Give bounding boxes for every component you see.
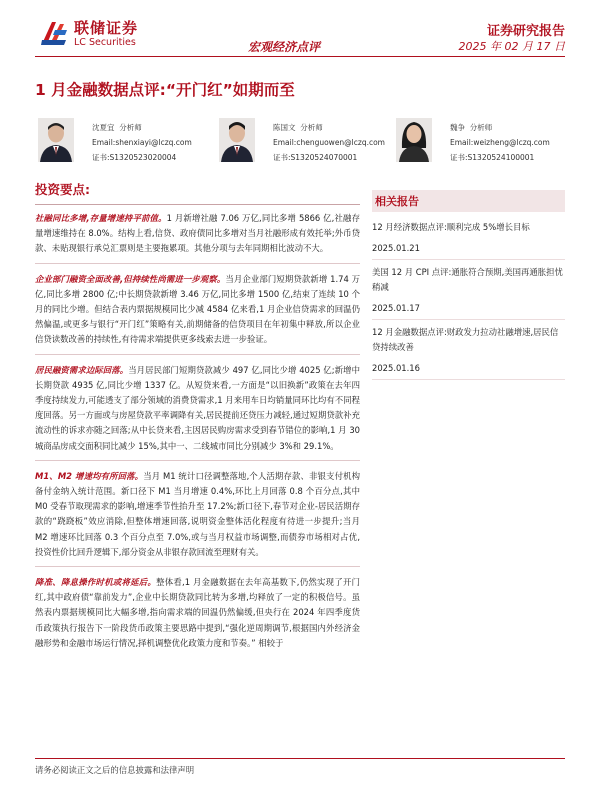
analyst-role: 分析师 xyxy=(119,123,142,132)
analyst-cert: 证书:S1320524100001 xyxy=(450,153,535,162)
paragraph-body: 整体看,1 月金融数据在去年高基数下,仍然实现了开门红,其中政府债“靠前发力”,企业中长期贷款同比转为多增,均释放了一定的积极信号。虽然表内票据规模同比大幅多增,指向需求端的回温仍然偏缓,但央行在 2024 年四季度货币政策执行报告下一阶段货币政策主要思路中提到,“强化逆周期调节,根据国内外经济金融形势和金融市场运行情况,择机调整优化政策力度和节奏。” 相较于 xyxy=(35,577,360,648)
analyst-photo-icon xyxy=(38,118,74,162)
disclaimer-note: 请务必阅读正文之后的信息披露和法律声明 xyxy=(35,765,195,775)
analyst-cert: 证书:S1320523020004 xyxy=(92,153,177,162)
analyst-name: 沈夏宜 xyxy=(92,123,115,132)
lc-logo-icon xyxy=(38,18,70,50)
analyst-cert: 证书:S1320524070001 xyxy=(273,153,358,162)
logo-en-text: LC Securities xyxy=(74,37,136,48)
investment-highlights xyxy=(35,180,360,659)
related-report-link[interactable]: 12 月经济数据点评:顺利完成 5%增长目标 xyxy=(372,222,530,232)
paragraph-lead: 降准、降息操作时机或将延后。 xyxy=(35,577,157,588)
page-title: 1 月金融数据点评:“开门红”如期而至 xyxy=(35,81,295,99)
paragraph-lead: 企业部门融资全面改善,但持续性尚需进一步观察。 xyxy=(35,273,226,284)
highlight-paragraph xyxy=(35,363,360,461)
footer-divider xyxy=(35,758,565,759)
paragraph-body: 1 月新增社融 7.06 万亿,同比多增 5866 亿,社融存量增速维持在 8.0%。结构上看,信贷、政府债同比多增对当月社融形成有效托举;外币贷款、未贴现银行承兑汇票则是主要拖累项。其他分项与去年同期相比波动不大。 xyxy=(35,213,360,254)
section-heading: 投资要点: xyxy=(35,180,360,205)
related-reports xyxy=(372,190,565,383)
analyst-email[interactable]: Email:shenxiayi@lczq.com xyxy=(92,138,192,147)
analyst-role: 分析师 xyxy=(469,123,493,132)
related-reports-heading: 相关报告 xyxy=(372,190,565,212)
analyst-role: 分析师 xyxy=(300,123,323,132)
analyst-email[interactable]: Email:weizheng@lczq.com xyxy=(450,138,550,147)
company-logo xyxy=(38,18,138,50)
highlight-paragraph xyxy=(35,272,360,355)
paragraph-lead: 居民融资需求边际回落。 xyxy=(35,364,129,375)
highlight-paragraph xyxy=(35,575,360,651)
paragraph-body: 当月 M1 统计口径调整落地,个人活期存款、非银支付机构备付金纳入统计范围。新口径下 M1 当月增速 0.4%,环比上月回落 0.8 个百分点,其中 M0 受春节取现需求的影响,增速季节性抬升至 17.2%;新口径下,春节对企业-居民活期存款的“跷跷板”效应消除,但整体增速回落,说明资金整体活化程度有待进一步提升;当月 M2 增速环比回落 0.3 个百分点至 7.0%,或与当月权益市场调整,而债券市场相对占优,投资性价比回升逻辑下,部分资金从非银存款回流至理财有关。 xyxy=(35,470,360,557)
related-report-link[interactable]: 12 月金融数据点评:财政发力拉动社融增速,居民信贷持续改善 xyxy=(372,327,559,352)
paragraph-lead: 社融同比多增,存量增速持平前值。 xyxy=(35,213,167,223)
analyst-name: 陈国文 xyxy=(273,123,296,132)
paragraph-body: 当月居民部门短期贷款减少 497 亿,同比少增 4025 亿;新增中长期贷款 4935 亿,同比少增 1337 亿。从短贷来看,一方面是“以旧换新”政策在去年四季度持续发力,可能透支了部分领域的消费贷需求,1 月来用车日均销量同环比均有不同程度回落。另一方面或与房屋贷款平率调降有关,居民提前还贷压力减轻,通过短期贷款补充流动性的诉求亦随之回落;从中长贷来看,主因居民购房需求受到春节错位的影响,1 月 30 城商品房成交面积同比减少 15%,其中一、二线城市同比分别减少 3%和 29.1%。 xyxy=(35,364,360,451)
related-report-link[interactable]: 美国 12 月 CPI 点评:通胀符合预期,美国再通胀担忧稍减 xyxy=(372,267,563,292)
analyst-photo-icon xyxy=(219,118,255,162)
highlight-paragraph xyxy=(35,211,360,264)
highlight-paragraph xyxy=(35,469,360,567)
related-report-date: 2025.01.21 xyxy=(372,237,565,260)
report-header xyxy=(0,0,600,62)
header-divider xyxy=(35,56,565,57)
analyst-photo-icon xyxy=(396,118,432,162)
analyst-name: 魏争 xyxy=(450,123,465,132)
report-date: 2025 年 02 月 17 日 xyxy=(458,40,565,53)
paragraph-body: 当月企业部门短期贷款新增 1.74 万亿,同比多增 2800 亿;中长期贷款新增 3.46 万亿,同比多增 1500 亿,结束了连续 10 个月的同比少增。但结合表内票据规模同比少减 4584 亿来看,1 月企业信贷需求的回温仍然偏温,或更多与银行“开门红”策略有关,前期储备的信贷项目在年初集中释放,所以企业信贷读数改善的持续性,有待需求端提供更多线索去进一步验证。 xyxy=(35,273,360,345)
analyst-email[interactable]: Email:chenguowen@lczq.com xyxy=(273,138,385,147)
related-report-date: 2025.01.16 xyxy=(372,357,565,380)
report-type: 证券研究报告 xyxy=(486,24,565,39)
logo-cn-text: 联储证券 xyxy=(74,19,139,37)
report-series: 宏观经济点评 xyxy=(248,40,321,54)
paragraph-lead: M1、M2 增速均有所回落。 xyxy=(35,470,144,481)
related-report-date: 2025.01.17 xyxy=(372,297,565,320)
